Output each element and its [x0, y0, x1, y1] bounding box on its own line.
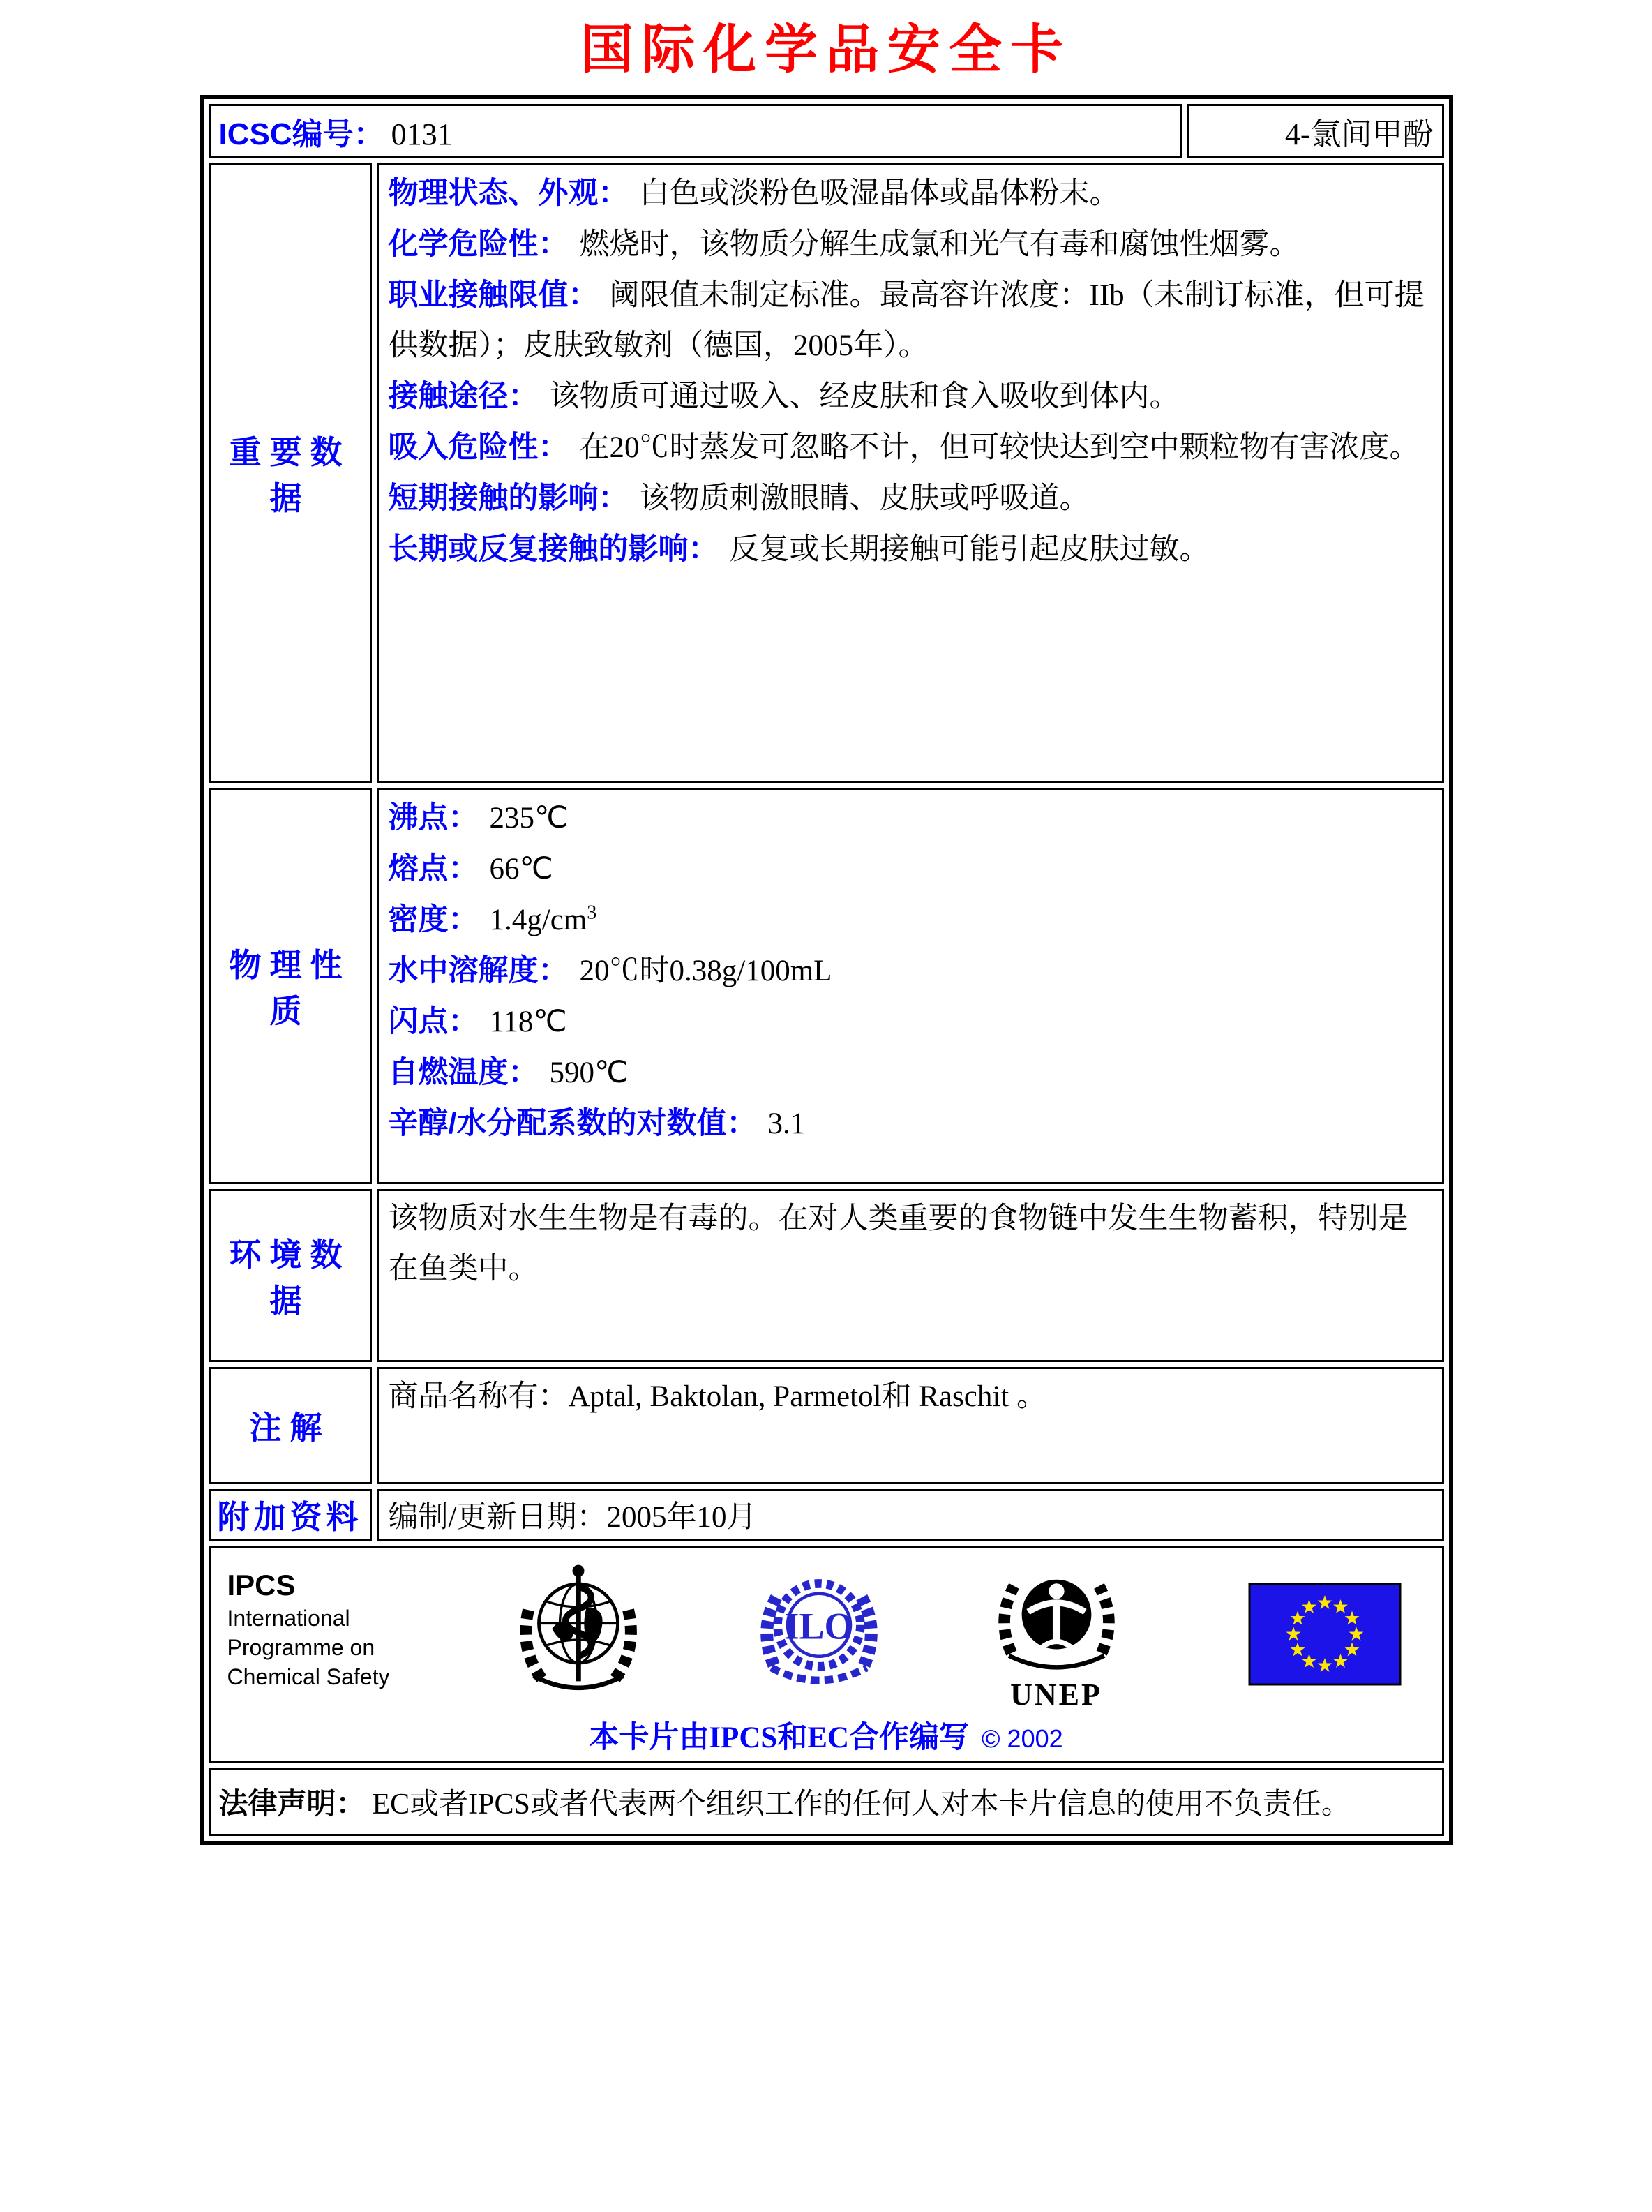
physical-item: 辛醇/水分配系数的对数值： 3.1 — [388, 1106, 806, 1140]
ipcs-line: International — [227, 1605, 350, 1631]
section-label-important-data: 重要数据 — [209, 163, 372, 783]
physical-item: 熔点： 66℃ — [388, 851, 553, 885]
chemical-name: 4-氯间甲酚 — [1284, 117, 1434, 151]
section-label-environmental-data: 环境数据 — [209, 1189, 372, 1362]
additional-info-content — [377, 1489, 1444, 1541]
logos-strip — [218, 1555, 1435, 1712]
section-label-notes: 注解 — [209, 1367, 372, 1484]
ilo-logo-icon — [756, 1567, 882, 1696]
environmental-data-content — [377, 1189, 1444, 1362]
physical-item: 沸点： 235℃ — [388, 800, 569, 835]
notes-text: 商品名称有：Aptal, Baktolan, Parmetol和 Raschit 。 — [388, 1380, 1047, 1413]
icsc-number-cell — [209, 104, 1182, 158]
important-data-row — [209, 163, 1444, 783]
environmental-data-row — [209, 1189, 1444, 1362]
section-label-additional-info: 附加资料 — [209, 1489, 372, 1541]
physical-item: 自燃温度： 590℃ — [388, 1055, 629, 1089]
icsc-number-label: ICSC编号： — [218, 117, 384, 151]
legal-row — [209, 1768, 1444, 1836]
physical-properties-row — [209, 788, 1444, 1184]
eu-flag-icon — [1248, 1583, 1402, 1689]
physical-item: 闪点： 118℃ — [388, 1004, 567, 1038]
important-item: 短期接触的影响： 该物质刺激眼睛、皮肤或呼吸道。 — [388, 481, 1090, 515]
important-item: 长期或反复接触的影响： 反复或长期接触可能引起皮肤过敏。 — [388, 532, 1210, 566]
ipcs-text-block — [227, 1567, 437, 1691]
section-label-physical-properties: 物理性质 — [209, 788, 372, 1184]
ipcs-abbr: IPCS — [227, 1568, 296, 1601]
legal-notice-label: 法律声明： — [218, 1786, 366, 1820]
notes-content — [377, 1367, 1444, 1484]
important-item: 物理状态、外观： 白色或淡粉色吸湿晶体或晶体粉末。 — [388, 176, 1120, 210]
physical-item: 水中溶解度： 20℃时0.38g/100mL — [388, 953, 832, 987]
ipcs-line: Programme on — [227, 1634, 375, 1660]
environmental-text: 该物质对水生生物是有毒的。在对人类重要的食物链中发生生物蓄积，特别是在鱼类中。 — [388, 1202, 1409, 1285]
physical-item: 密度： $1.4g/cm^3$ — [388, 902, 597, 936]
copyright-text: © 2002 — [982, 1724, 1063, 1753]
important-data-content — [377, 163, 1444, 783]
important-item: 吸入危险性： 在20℃时蒸发可忽略不计，但可较快达到空中颗粒物有害浓度。 — [388, 430, 1420, 464]
physical-properties-content — [377, 788, 1444, 1184]
important-item: 化学危险性： 燃烧时，该物质分解生成氯和光气有毒和腐蚀性烟雾。 — [388, 227, 1300, 261]
additional-info-text: 编制/更新日期：2005年10月 — [388, 1501, 757, 1534]
important-item: 职业接触限值： 阈限值未制定标准。最高容许浓度：IIb（未制订标准，但可提供数据）；皮肤致敏剂（德国，2005年）。 — [388, 278, 1425, 362]
logos-cell — [209, 1546, 1444, 1763]
ipcs-line: Chemical Safety — [227, 1664, 390, 1689]
unep-label: UNEP — [1010, 1677, 1102, 1712]
header-row — [209, 104, 1444, 158]
svg-text:ILO: ILO — [783, 1605, 854, 1647]
cooperation-caption — [218, 1714, 1435, 1756]
chemical-name-cell — [1187, 104, 1444, 158]
icsc-number-value: 0131 — [391, 117, 453, 151]
important-item: 接触途径： 该物质可通过吸入、经皮肤和食入吸收到体内。 — [388, 379, 1180, 413]
icsc-card-table — [200, 95, 1453, 1845]
who-logo-icon — [512, 1560, 645, 1701]
logos-row — [209, 1546, 1444, 1763]
legal-notice-text: EC或者IPCS或者代表两个组织工作的任何人对本卡片信息的使用不负责任。 — [372, 1788, 1351, 1821]
additional-info-row — [209, 1489, 1444, 1541]
caption-text: 本卡片由IPCS和EC合作编写 — [589, 1721, 970, 1754]
density-superscript: 3 — [587, 902, 597, 924]
notes-row — [209, 1367, 1444, 1484]
page-title: 国际化学品安全卡 — [580, 20, 1072, 80]
unep-logo-icon — [992, 1560, 1121, 1712]
legal-notice-cell — [209, 1768, 1444, 1836]
